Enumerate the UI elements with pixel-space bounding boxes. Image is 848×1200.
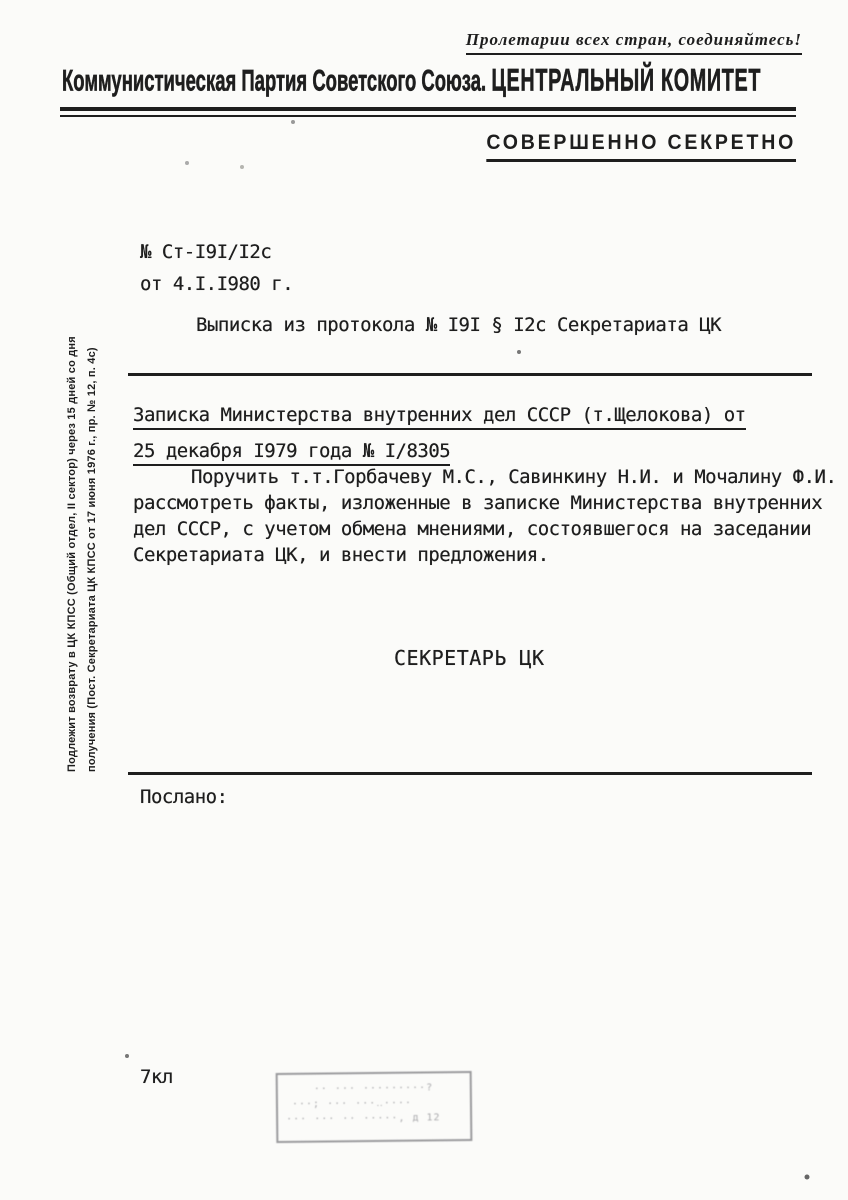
party-name: Коммунистическая Партия Советского Союза. — [62, 64, 487, 97]
classification-stamp-text: СОВЕРШЕННО СЕКРЕТНО — [486, 131, 796, 162]
scan-noise-specks — [0, 0, 2, 2]
return-note-line-1: Подлежит возврату в ЦК КПСС (Общий отдел, II сектор) через 15 дней со дня — [66, 336, 78, 772]
body-line: дел СССР, с учетом обмена мнениями, состоявшегося на заседании — [133, 518, 812, 540]
sent-label: Послано: — [140, 786, 228, 808]
subject-line-2: 25 декабря I979 года № I/8305 — [133, 439, 450, 466]
resolution-paragraph — [133, 464, 836, 568]
stamp-line-2: ···; ··· ···‥···· — [291, 1097, 413, 1110]
divider-rule-bottom — [128, 772, 812, 775]
registration-stamp — [276, 1071, 473, 1143]
stamp-line-3: ··· ··· ·· ·····, д 12 — [286, 1112, 441, 1125]
stamp-line-1: ·· ··· ·········? — [313, 1082, 434, 1095]
body-line: Секретариата ЦК, и внести предложения. — [133, 544, 549, 566]
subject-heading — [133, 397, 746, 469]
return-note-line-2: получения (Пост. Секретариата ЦК КПСС от 17 июня 1976 г., пр. № 12, п. 4с) — [86, 347, 98, 772]
document-number: № Ст-I9I/I2с — [140, 241, 272, 263]
party-slogan: Пролетарии всех стран, соединяйтесь! — [466, 30, 802, 55]
central-committee-title: ЦЕНТРАЛЬНЫЙ КОМИТЕТ — [491, 63, 762, 98]
document-date: от 4.I.I980 г. — [140, 273, 294, 295]
signature-title: СЕКРЕТАРЬ ЦК — [394, 646, 545, 670]
subject-line-1: Записка Министерства внутренних дел СССР (т.Щелокова) от — [133, 403, 746, 430]
return-instruction-note — [62, 266, 102, 772]
masthead — [62, 63, 761, 99]
divider-rule-top — [128, 373, 812, 376]
copy-class-mark: 7кл — [140, 1066, 173, 1088]
body-line: Поручить т.т.Горбачеву М.С., Савинкину Н.И. и Мочалину Ф.И. — [191, 466, 837, 488]
masthead-double-rule — [60, 107, 796, 117]
document-number-block — [140, 236, 293, 300]
extract-title: Выписка из протокола № I9I § I2с Секретариата ЦК — [196, 314, 722, 336]
body-line: рассмотреть факты, изложенные в записке Министерства внутренних — [133, 492, 823, 514]
